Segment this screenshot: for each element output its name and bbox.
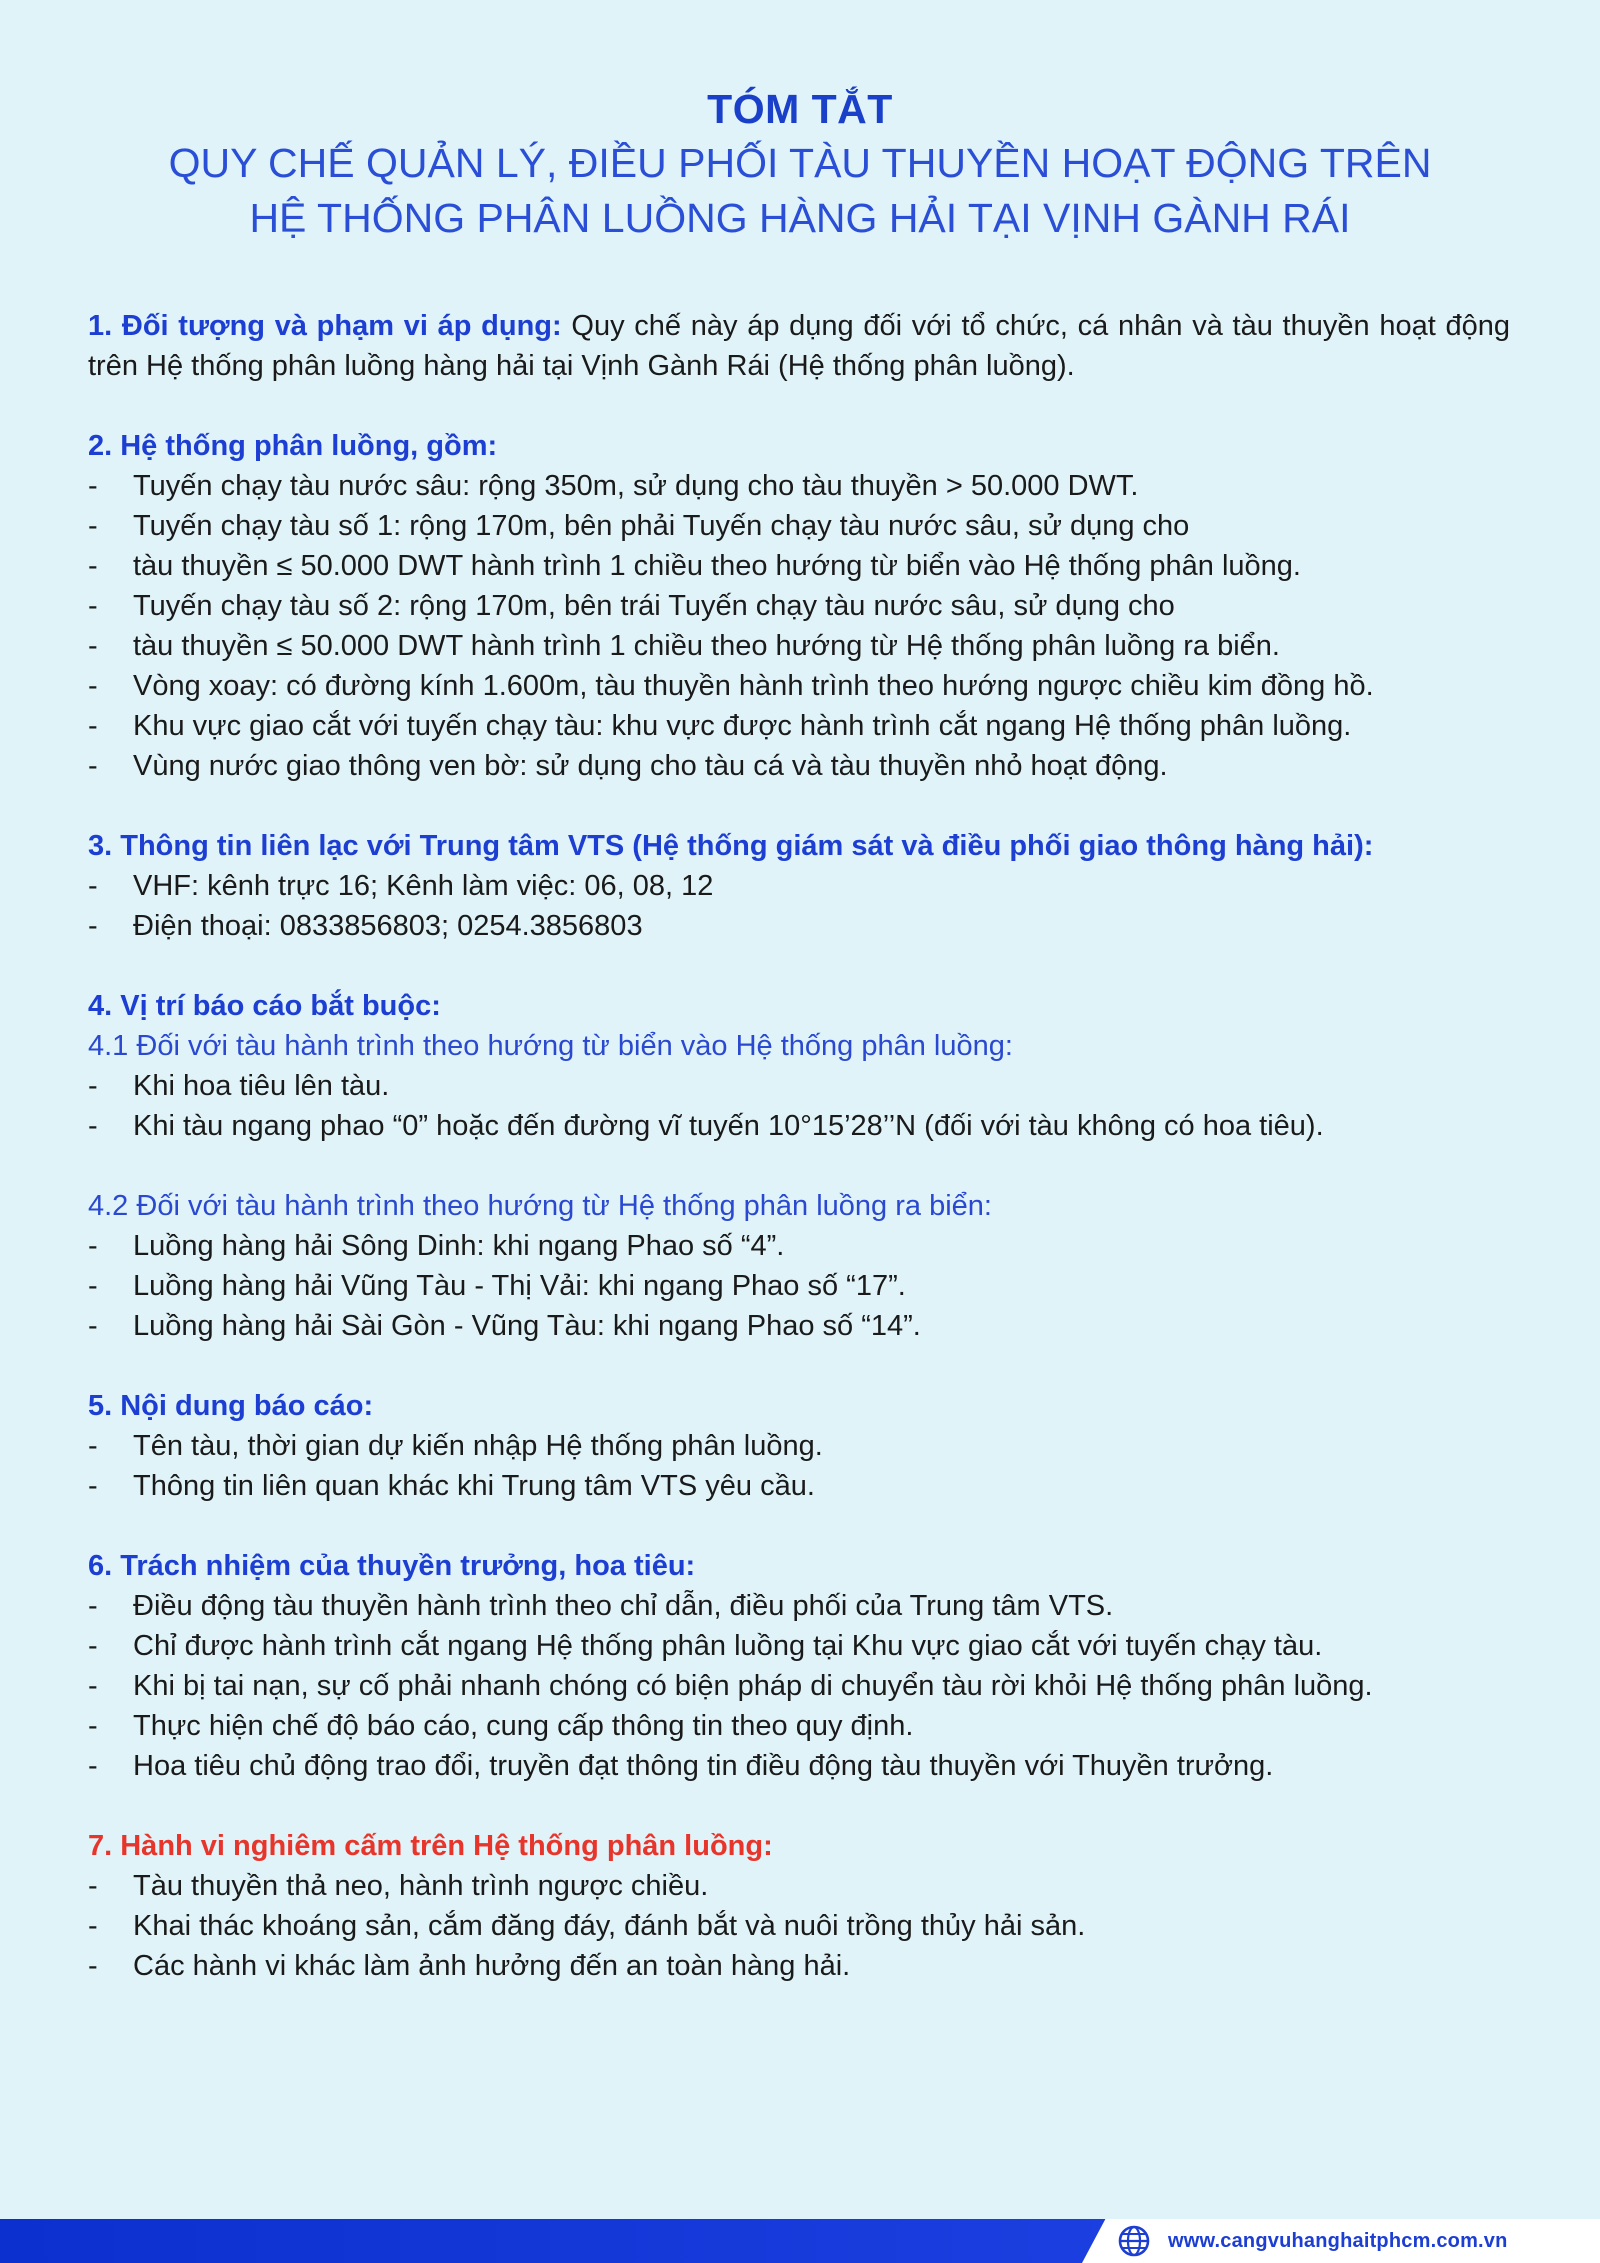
list-item: - Thực hiện chế độ báo cáo, cung cấp thông tin theo quy định. xyxy=(88,1706,1510,1746)
list-item: - Tuyến chạy tàu số 2: rộng 170m, bên trái Tuyến chạy tàu nước sâu, sử dụng cho xyxy=(88,586,1510,626)
list-item: - Hoa tiêu chủ động trao đổi, truyền đạt thông tin điều động tàu thuyền với Thuyền trưởng. xyxy=(88,1746,1510,1786)
list-item: - Tuyến chạy tàu nước sâu: rộng 350m, sử dụng cho tàu thuyền > 50.000 DWT. xyxy=(88,466,1510,506)
section-report-content-title: 5. Nội dung báo cáo: xyxy=(88,1390,374,1422)
report-content-list xyxy=(88,1426,1510,1506)
reporting-points-inbound-list xyxy=(88,1066,1510,1146)
list-item: - Luồng hàng hải Sài Gòn - Vũng Tàu: khi ngang Phao số “14”. xyxy=(88,1306,1510,1346)
list-item: - Tên tàu, thời gian dự kiến nhập Hệ thống phân luồng. xyxy=(88,1426,1510,1466)
list-item: - Khi tàu ngang phao “0” hoặc đến đường vĩ tuyến 10°15’28’’N (đối với tàu không có hoa tiêu). xyxy=(88,1106,1510,1146)
section-scope-paragraph xyxy=(88,306,1510,386)
section-vts-contact-title: 3. Thông tin liên lạc với Trung tâm VTS (Hệ thống giám sát và điều phối giao thông hàng hải): xyxy=(88,830,1374,862)
section-reporting-points xyxy=(88,986,1510,1346)
document-subtitle-line-1: QUY CHẾ QUẢN LÝ, ĐIỀU PHỐI TÀU THUYỀN HOẠT ĐỘNG TRÊN xyxy=(168,140,1432,186)
list-item: - Tuyến chạy tàu số 1: rộng 170m, bên phải Tuyến chạy tàu nước sâu, sử dụng cho xyxy=(88,506,1510,546)
responsibilities-list xyxy=(88,1586,1510,1786)
list-item: - Vùng nước giao thông ven bờ: sử dụng cho tàu cá và tàu thuyền nhỏ hoạt động. xyxy=(88,746,1510,786)
reporting-points-outbound-list xyxy=(88,1226,1510,1346)
document-body xyxy=(88,306,1510,2026)
section-vts-contact xyxy=(88,826,1510,946)
list-item: - tàu thuyền ≤ 50.000 DWT hành trình 1 chiều theo hướng từ biển vào Hệ thống phân luồng. xyxy=(88,546,1510,586)
section-reporting-points-title: 4. Vị trí báo cáo bắt buộc: xyxy=(88,990,441,1022)
list-item: - Khi hoa tiêu lên tàu. xyxy=(88,1066,1510,1106)
document-subtitle-line-2: HỆ THỐNG PHÂN LUỒNG HÀNG HẢI TẠI VỊNH GÀNH RÁI xyxy=(249,195,1351,241)
section-scope-text: Quy chế này áp dụng đối với tổ chức, cá nhân và tàu thuyền hoạt động trên Hệ thống phân luồng hàng hải tại Vịnh Gành Rái (Hệ thống phân luồng). xyxy=(88,310,1510,382)
section-responsibilities-title: 6. Trách nhiệm của thuyền trưởng, hoa tiêu: xyxy=(88,1550,696,1582)
reporting-points-outbound-heading: 4.2 Đối với tàu hành trình theo hướng từ Hệ thống phân luồng ra biển: xyxy=(88,1190,992,1222)
list-item: - Luồng hàng hải Sông Dinh: khi ngang Phao số “4”. xyxy=(88,1226,1510,1266)
list-item: - Thông tin liên quan khác khi Trung tâm VTS yêu cầu. xyxy=(88,1466,1510,1506)
list-item: - Khu vực giao cắt với tuyến chạy tàu: khu vực được hành trình cắt ngang Hệ thống phân luồng. xyxy=(88,706,1510,746)
website-url[interactable]: www.cangvuhanghaitphcm.com.vn xyxy=(1168,2229,1508,2252)
vts-contact-list xyxy=(88,866,1510,946)
list-item: - VHF: kênh trực 16; Kênh làm việc: 06, 08, 12 xyxy=(88,866,1510,906)
section-scope-title: 1. Đối tượng và phạm vi áp dụng: xyxy=(88,310,562,342)
prohibited-acts-list xyxy=(88,1866,1510,1986)
globe-icon xyxy=(1118,2225,1150,2257)
list-item: - Khi bị tai nạn, sự cố phải nhanh chóng có biện pháp di chuyển tàu rời khỏi Hệ thống phân luồng. xyxy=(88,1666,1510,1706)
footer xyxy=(1118,2219,1588,2263)
list-item: - Điện thoại: 0833856803; 0254.3856803 xyxy=(88,906,1510,946)
list-item: - Điều động tàu thuyền hành trình theo chỉ dẫn, điều phối của Trung tâm VTS. xyxy=(88,1586,1510,1626)
list-item: - Vòng xoay: có đường kính 1.600m, tàu thuyền hành trình theo hướng ngược chiều kim đồng hồ. xyxy=(88,666,1510,706)
document-title: TÓM TẮT xyxy=(707,86,893,132)
section-scope xyxy=(88,306,1510,386)
section-routing-system xyxy=(88,426,1510,786)
document-heading xyxy=(0,82,1600,246)
section-report-content xyxy=(88,1386,1510,1506)
spacer xyxy=(88,1146,1510,1186)
section-responsibilities xyxy=(88,1546,1510,1786)
section-prohibited-acts xyxy=(88,1826,1510,1986)
section-routing-system-title: 2. Hệ thống phân luồng, gồm: xyxy=(88,430,498,462)
list-item: - tàu thuyền ≤ 50.000 DWT hành trình 1 chiều theo hướng từ Hệ thống phân luồng ra biển. xyxy=(88,626,1510,666)
section-prohibited-acts-title: 7. Hành vi nghiêm cấm trên Hệ thống phân luồng: xyxy=(88,1830,773,1862)
list-item: - Luồng hàng hải Vũng Tàu - Thị Vải: khi ngang Phao số “17”. xyxy=(88,1266,1510,1306)
list-item: - Chỉ được hành trình cắt ngang Hệ thống phân luồng tại Khu vực giao cắt với tuyến chạy tàu. xyxy=(88,1626,1510,1666)
reporting-points-inbound-heading: 4.1 Đối với tàu hành trình theo hướng từ biển vào Hệ thống phân luồng: xyxy=(88,1030,1013,1062)
routing-system-list xyxy=(88,466,1510,786)
list-item: - Tàu thuyền thả neo, hành trình ngược chiều. xyxy=(88,1866,1510,1906)
list-item: - Các hành vi khác làm ảnh hưởng đến an toàn hàng hải. xyxy=(88,1946,1510,1986)
list-item: - Khai thác khoáng sản, cắm đăng đáy, đánh bắt và nuôi trồng thủy hải sản. xyxy=(88,1906,1510,1946)
